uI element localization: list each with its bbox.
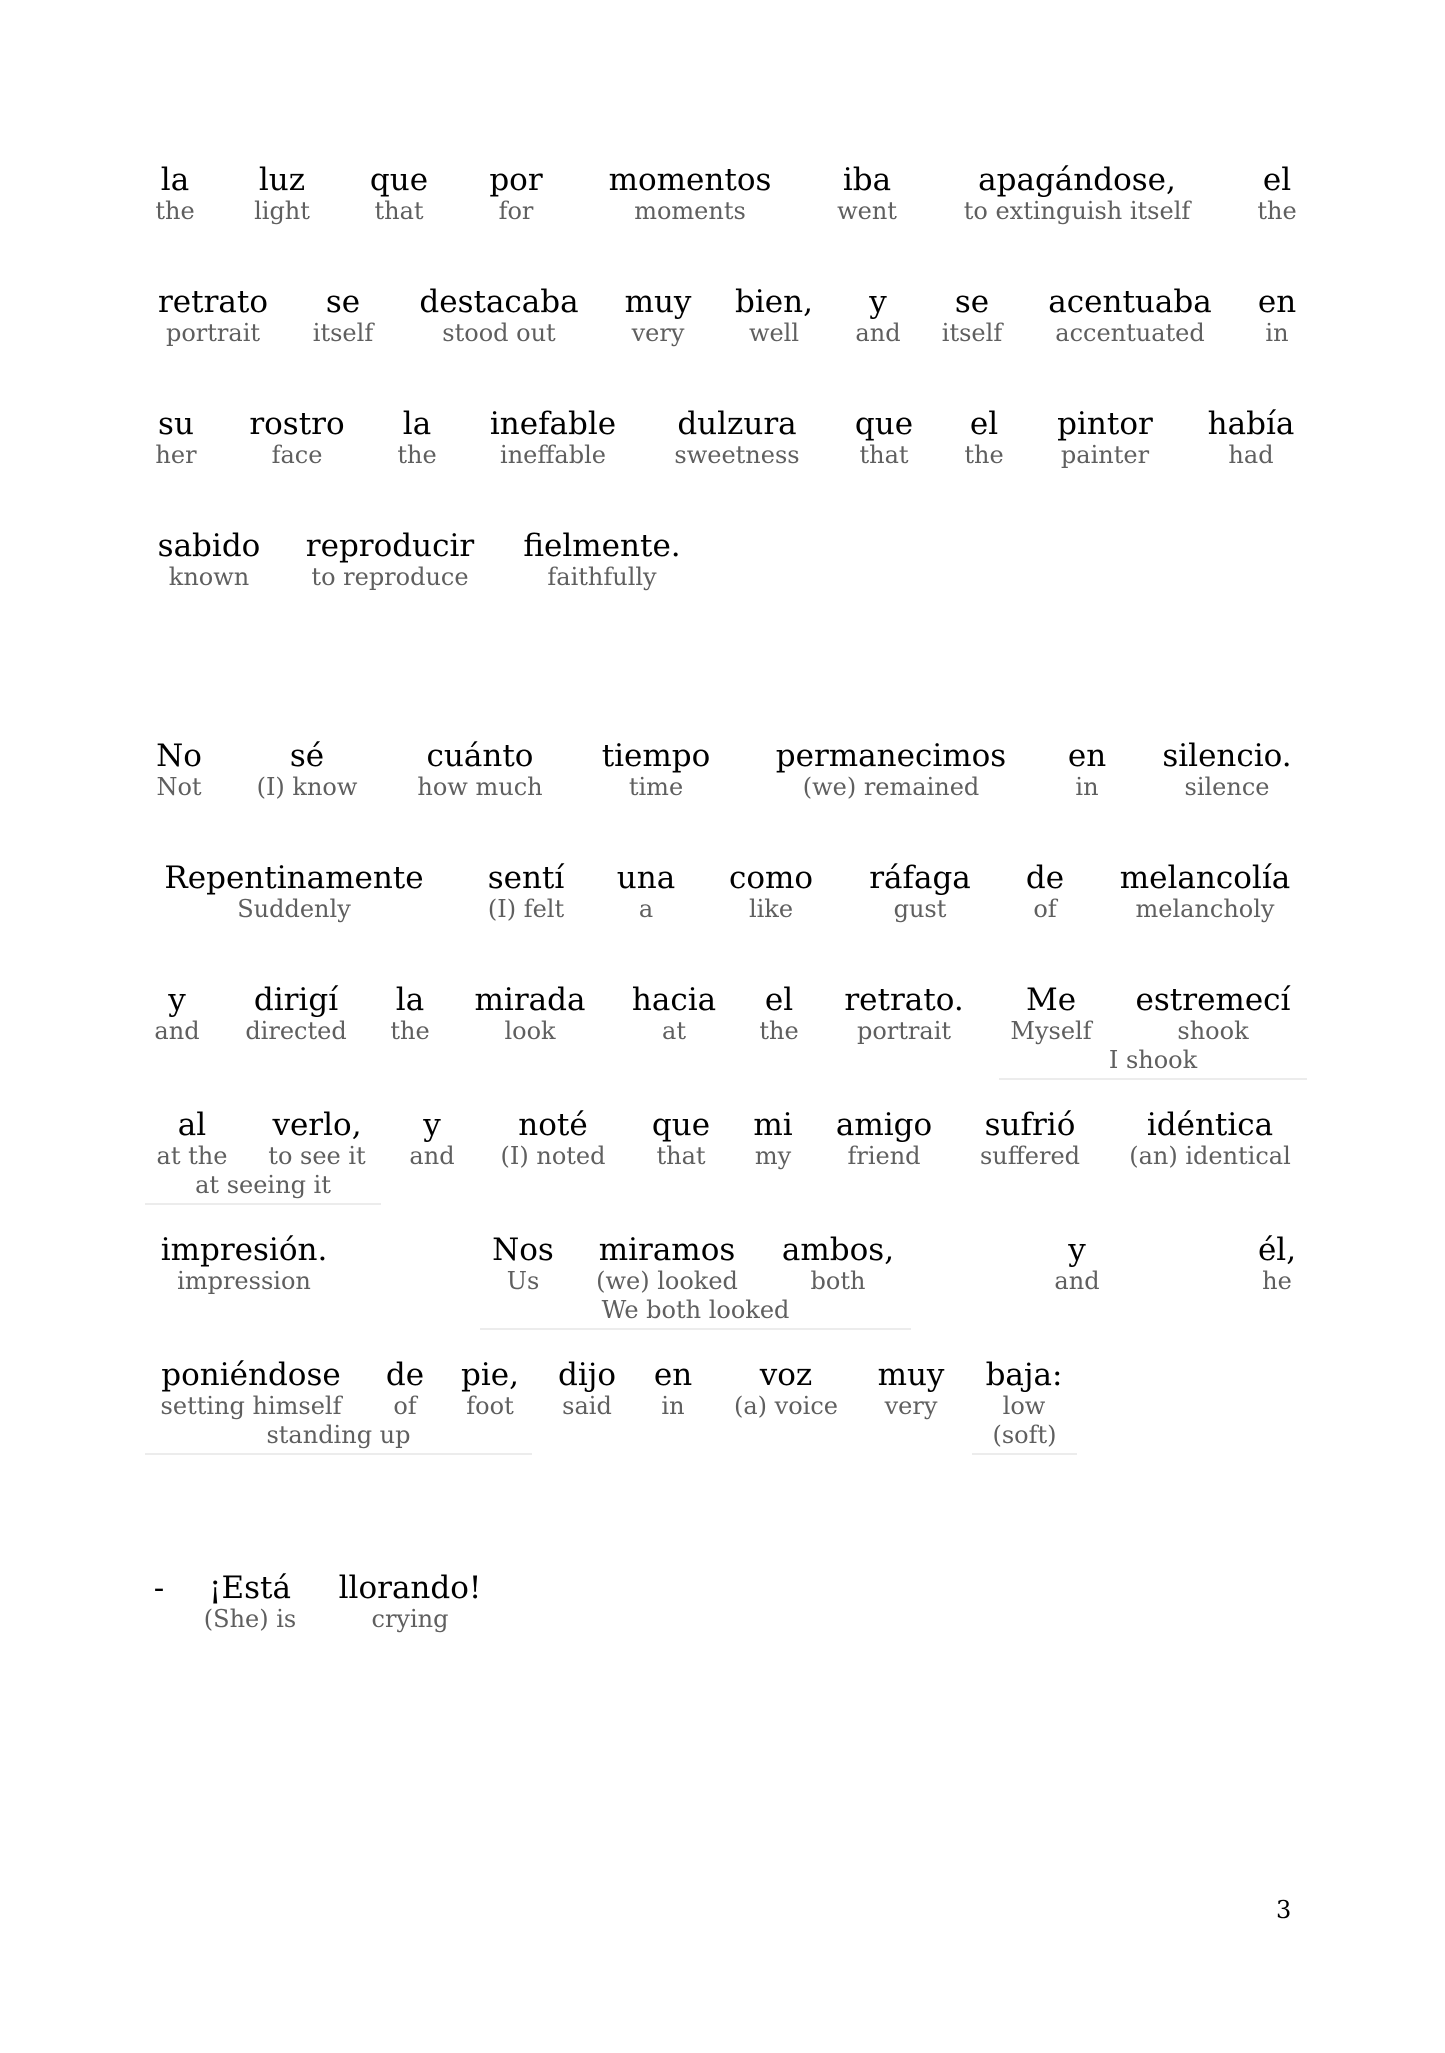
word-pair	[1048, 284, 1211, 347]
word-pair	[1129, 1107, 1291, 1170]
spanish-word: de	[1025, 860, 1065, 896]
spanish-word: Me	[1025, 982, 1077, 1018]
word-pair	[964, 406, 1003, 469]
spanish-word: cuánto	[426, 738, 534, 774]
spanish-word: su	[158, 406, 194, 442]
spanish-word: el	[1262, 162, 1292, 198]
word-pair	[734, 1357, 838, 1420]
spanish-word: voz	[759, 1357, 813, 1393]
english-gloss: to reproduce	[311, 563, 469, 591]
english-gloss: (I) felt	[487, 895, 565, 923]
spanish-word: que	[854, 406, 914, 442]
english-gloss: the	[155, 197, 195, 225]
english-gloss: Suddenly	[237, 895, 351, 923]
spanish-word: apagándose,	[978, 162, 1176, 198]
word-pair	[268, 1107, 365, 1170]
word-pair	[164, 860, 423, 923]
english-gloss: the	[390, 1017, 430, 1045]
english-gloss: look	[504, 1017, 556, 1045]
spanish-word: destacaba	[419, 284, 579, 320]
english-gloss: how much	[417, 773, 543, 801]
word-pair	[964, 162, 1191, 225]
spanish-word: en	[653, 1357, 693, 1393]
spanish-word: él,	[1257, 1232, 1297, 1268]
spanish-word: bien,	[735, 284, 813, 320]
word-pair	[1136, 982, 1291, 1045]
spanish-word: tiempo	[601, 738, 711, 774]
word-pair	[878, 1357, 945, 1420]
english-gloss: itself	[941, 319, 1003, 347]
english-gloss: (I) know	[256, 773, 358, 801]
page-number: 3	[1276, 1896, 1292, 1924]
word-pair	[157, 1107, 228, 1170]
english-gloss: went	[837, 197, 897, 225]
word-pair	[409, 1107, 454, 1170]
word-pair	[161, 1232, 328, 1295]
word-pair	[158, 528, 261, 591]
english-gloss: (we) remained	[802, 773, 980, 801]
english-gloss: and	[855, 319, 901, 347]
english-gloss: painter	[1060, 441, 1150, 469]
english-gloss: light	[254, 197, 310, 225]
spanish-word: en	[1067, 738, 1107, 774]
word-pair	[492, 1232, 554, 1295]
word-pair	[488, 860, 565, 923]
spanish-word: verlo,	[272, 1107, 362, 1143]
spanish-word: se	[954, 284, 990, 320]
spanish-word: pintor	[1057, 406, 1153, 442]
word-pair	[654, 1357, 692, 1420]
spanish-word: estremecí	[1135, 982, 1291, 1018]
word-pair	[776, 738, 1006, 801]
english-gloss: friend	[847, 1142, 921, 1170]
word-pair	[313, 284, 373, 347]
english-gloss: accentuated	[1055, 319, 1205, 347]
spanish-word: retrato	[157, 284, 269, 320]
english-gloss: the	[397, 441, 437, 469]
word-pair	[855, 406, 913, 469]
english-gloss: known	[168, 563, 250, 591]
word-pair	[1258, 284, 1296, 347]
word-pair	[1257, 162, 1296, 225]
spanish-word: una	[616, 860, 676, 896]
english-gloss: (we) looked	[596, 1267, 738, 1295]
word-pair	[869, 860, 971, 923]
spanish-word: miramos	[598, 1232, 736, 1268]
spanish-word: mirada	[474, 982, 586, 1018]
spanish-word: hacia	[631, 982, 717, 1018]
english-gloss: directed	[245, 1017, 347, 1045]
word-pair	[625, 284, 692, 347]
spanish-word: el	[764, 982, 794, 1018]
word-pair	[386, 1357, 424, 1420]
english-gloss: said	[562, 1392, 612, 1420]
word-pair	[306, 528, 474, 591]
english-gloss: (a) voice	[734, 1392, 838, 1420]
spanish-word: y	[423, 1107, 441, 1143]
spanish-word: fielmente.	[523, 528, 681, 564]
english-gloss: (I) noted	[500, 1142, 606, 1170]
english-gloss: had	[1228, 441, 1274, 469]
english-gloss: stood out	[442, 319, 556, 347]
word-pair	[461, 1357, 519, 1420]
english-gloss: her	[155, 441, 197, 469]
word-pair	[836, 1107, 932, 1170]
word-pair	[1054, 1232, 1099, 1295]
english-gloss: that	[656, 1142, 706, 1170]
english-gloss: the	[759, 1017, 799, 1045]
word-pair	[632, 982, 716, 1045]
spanish-word: la	[402, 406, 432, 442]
spanish-word: noté	[518, 1107, 588, 1143]
english-gloss: portrait	[165, 319, 261, 347]
english-gloss: itself	[312, 319, 374, 347]
word-pair	[1162, 738, 1291, 801]
spanish-word: como	[728, 860, 814, 896]
english-gloss: the	[1257, 197, 1297, 225]
spanish-word: momentos	[608, 162, 772, 198]
english-gloss: ineffable	[500, 441, 606, 469]
spanish-word: dulzura	[677, 406, 797, 442]
word-pair	[475, 982, 586, 1045]
spanish-word: muy	[624, 284, 692, 320]
english-gloss: and	[154, 1017, 200, 1045]
english-gloss: Myself	[1010, 1017, 1092, 1045]
word-pair	[155, 406, 196, 469]
spanish-word: poniéndose	[161, 1357, 341, 1393]
word-pair	[729, 860, 813, 923]
word-pair	[490, 406, 616, 469]
english-gloss: melancholy	[1135, 895, 1275, 923]
word-pair	[674, 406, 799, 469]
word-pair	[161, 1357, 342, 1420]
english-gloss: at the	[156, 1142, 228, 1170]
spanish-word: y	[1068, 1232, 1086, 1268]
spanish-word: dirigí	[253, 982, 339, 1018]
word-pair	[652, 1107, 710, 1170]
english-gloss: gust	[893, 895, 947, 923]
english-gloss: well	[748, 319, 800, 347]
word-pair	[558, 1357, 616, 1420]
word-pair	[980, 1107, 1080, 1170]
english-gloss: silence	[1184, 773, 1270, 801]
spanish-word: ráfaga	[869, 860, 971, 896]
spanish-word: sé	[289, 738, 325, 774]
word-pair	[759, 982, 798, 1045]
word-pair	[158, 284, 268, 347]
english-gloss: setting himself	[160, 1392, 342, 1420]
spanish-word: que	[651, 1107, 711, 1143]
word-pair	[782, 1232, 894, 1295]
word-pair	[1057, 406, 1153, 469]
english-gloss: in	[1075, 773, 1099, 801]
spanish-word: inefable	[489, 406, 617, 442]
spanish-word: luz	[258, 162, 306, 198]
spanish-word: ambos,	[781, 1232, 895, 1268]
spanish-word: idéntica	[1146, 1107, 1274, 1143]
word-pair	[156, 738, 202, 801]
word-pair	[397, 406, 436, 469]
word-pair	[523, 528, 680, 591]
spanish-word: sabido	[157, 528, 261, 564]
word-pair	[1010, 982, 1091, 1045]
spanish-word: Repentinamente	[164, 860, 424, 896]
spanish-word: sentí	[487, 860, 565, 896]
word-pair	[154, 982, 199, 1045]
word-pair	[1120, 860, 1290, 923]
spanish-word: se	[325, 284, 361, 320]
english-gloss: low	[1002, 1392, 1046, 1420]
combined-gloss: at seeing it	[145, 1171, 381, 1205]
spanish-word: retrato.	[844, 982, 964, 1018]
english-gloss: for	[498, 197, 534, 225]
word-pair	[942, 284, 1002, 347]
english-gloss: (an) identical	[1129, 1142, 1291, 1170]
spanish-word: baja:	[985, 1357, 1063, 1393]
english-gloss: (She) is	[203, 1605, 297, 1633]
word-pair	[753, 1107, 792, 1170]
word-pair	[370, 162, 428, 225]
word-pair	[249, 406, 344, 469]
combined-gloss: standing up	[145, 1421, 532, 1455]
word-pair	[257, 738, 358, 801]
spanish-word: de	[385, 1357, 425, 1393]
english-gloss: portrait	[856, 1017, 952, 1045]
spanish-word: permanecimos	[775, 738, 1007, 774]
english-gloss: Not	[156, 773, 202, 801]
english-gloss: foot	[466, 1392, 514, 1420]
english-gloss: moments	[634, 197, 746, 225]
english-gloss: the	[964, 441, 1004, 469]
english-gloss: faithfully	[547, 563, 657, 591]
spanish-word: dijo	[557, 1357, 617, 1393]
english-gloss: that	[374, 197, 424, 225]
english-gloss: he	[1262, 1267, 1292, 1295]
spanish-word: por	[489, 162, 543, 198]
spanish-word: había	[1207, 406, 1295, 442]
spanish-word: pie,	[461, 1357, 519, 1393]
english-gloss: time	[628, 773, 684, 801]
spanish-word: al	[177, 1107, 207, 1143]
word-pair	[501, 1107, 606, 1170]
word-pair	[339, 1570, 482, 1633]
spanish-word: muy	[877, 1357, 945, 1393]
english-gloss: at	[662, 1017, 686, 1045]
spanish-word: impresión.	[160, 1232, 328, 1268]
spanish-word: reproducir	[305, 528, 475, 564]
spanish-word: melancolía	[1119, 860, 1291, 896]
english-gloss: very	[884, 1392, 938, 1420]
spanish-word: No	[156, 738, 202, 774]
spanish-word: llorando!	[338, 1570, 482, 1606]
word-pair	[1258, 1232, 1296, 1295]
english-gloss: my	[754, 1142, 792, 1170]
english-gloss: and	[409, 1142, 455, 1170]
word-pair	[245, 982, 346, 1045]
word-pair	[1208, 406, 1295, 469]
word-pair	[596, 1232, 738, 1295]
english-gloss: shook	[1177, 1017, 1249, 1045]
english-gloss: both	[810, 1267, 866, 1295]
word-pair	[609, 162, 772, 225]
english-gloss: very	[631, 319, 685, 347]
spanish-word: en	[1257, 284, 1297, 320]
english-gloss: suffered	[979, 1142, 1081, 1170]
spanish-word: y	[168, 982, 186, 1018]
word-pair	[602, 738, 711, 801]
spanish-word: Nos	[492, 1232, 554, 1268]
english-gloss: crying	[371, 1605, 449, 1633]
word-pair	[1026, 860, 1064, 923]
english-gloss: to see it	[268, 1142, 366, 1170]
word-pair	[617, 860, 675, 923]
word-pair	[390, 982, 429, 1045]
word-pair	[154, 1570, 164, 1605]
english-gloss: of	[393, 1392, 417, 1420]
spanish-word: sufrió	[984, 1107, 1076, 1143]
spanish-word: acentuaba	[1048, 284, 1212, 320]
english-gloss: a	[638, 895, 654, 923]
english-gloss: face	[271, 441, 323, 469]
spanish-word: mi	[753, 1107, 793, 1143]
spanish-word: y	[869, 284, 887, 320]
english-gloss: to extinguish itself	[963, 197, 1191, 225]
word-pair	[1068, 738, 1106, 801]
english-gloss: impression	[177, 1267, 311, 1295]
combined-gloss: We both looked	[480, 1296, 911, 1330]
english-gloss: of	[1033, 895, 1057, 923]
spanish-word: ¡Está	[209, 1570, 291, 1606]
spanish-word: -	[153, 1570, 165, 1606]
english-gloss: in	[1265, 319, 1289, 347]
word-pair	[417, 738, 542, 801]
english-gloss: Us	[506, 1267, 540, 1295]
spanish-word: la	[160, 162, 190, 198]
word-pair	[419, 284, 578, 347]
combined-gloss: (soft)	[972, 1421, 1077, 1455]
word-pair	[254, 162, 310, 225]
word-pair	[204, 1570, 296, 1633]
spanish-word: la	[395, 982, 425, 1018]
word-pair	[489, 162, 542, 225]
word-pair	[837, 162, 897, 225]
english-gloss: in	[661, 1392, 685, 1420]
combined-gloss: I shook	[999, 1046, 1307, 1080]
english-gloss: that	[859, 441, 909, 469]
spanish-word: rostro	[249, 406, 345, 442]
spanish-word: silencio.	[1162, 738, 1292, 774]
english-gloss: and	[1054, 1267, 1100, 1295]
english-gloss: sweetness	[674, 441, 800, 469]
word-pair	[844, 982, 963, 1045]
spanish-word: que	[369, 162, 429, 198]
word-pair	[735, 284, 813, 347]
word-pair	[155, 162, 194, 225]
english-gloss: like	[748, 895, 794, 923]
spanish-word: amigo	[835, 1107, 933, 1143]
word-pair	[986, 1357, 1063, 1420]
spanish-word: iba	[842, 162, 892, 198]
word-pair	[855, 284, 900, 347]
spanish-word: el	[969, 406, 999, 442]
